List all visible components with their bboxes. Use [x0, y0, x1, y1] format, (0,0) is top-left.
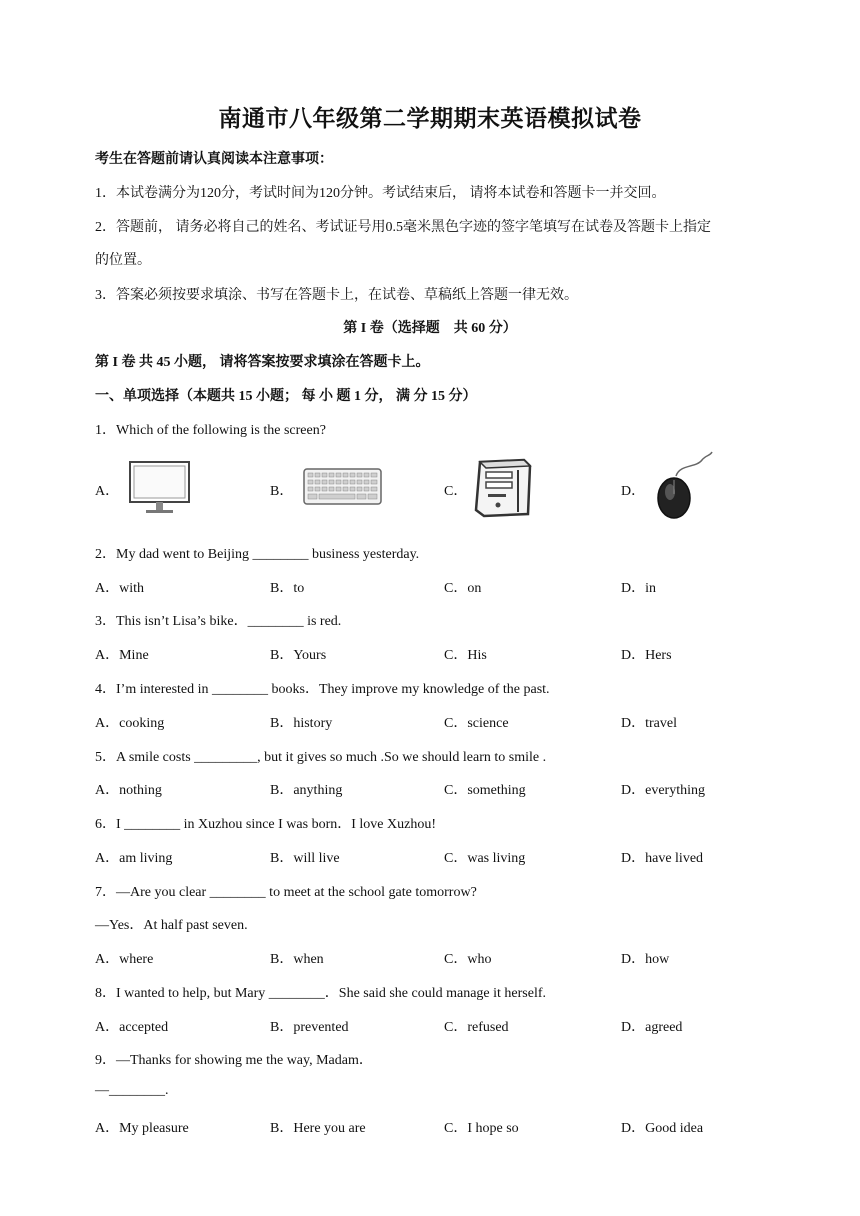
option-a: A．Mine [95, 648, 149, 663]
option-d: D．in [621, 581, 656, 596]
option-d: D．have lived [621, 851, 704, 866]
option-a: A．cooking [95, 716, 165, 731]
keyboard-icon [303, 467, 383, 507]
monitor-icon [128, 460, 192, 516]
question-stem: 9．—Thanks for showing me the way, Madam． [95, 1053, 373, 1068]
option-b: B．prevented [270, 1020, 349, 1035]
page-title: 南通市八年级第二学期期末英语模拟试卷 [218, 106, 642, 131]
section-title: 一、单项选择（本题共 15 小题； 每 小 题 1 分， 满 分 15 分） [95, 389, 477, 404]
computer-case-icon [472, 458, 534, 518]
option-a: A．where [95, 952, 154, 967]
option-b: B．to [270, 581, 305, 596]
notice-line: 2．答题前， 请务必将自己的姓名、考试证号用0.5毫米黑色字迹的签字笔填写在试卷及答题卡上指定 [95, 220, 711, 235]
option-d: D．how [621, 952, 670, 967]
option-b: B．anything [270, 783, 343, 798]
option-d: D．Hers [621, 648, 672, 663]
option-b: B．will live [270, 851, 340, 866]
option-b: B．Here you are [270, 1121, 366, 1136]
option-label: D． [621, 484, 646, 499]
option-b: B．when [270, 952, 324, 967]
option-a: A．My pleasure [95, 1121, 189, 1136]
option-a: A．accepted [95, 1020, 169, 1035]
option-c: C．science [444, 716, 509, 731]
notice-line: 1．本试卷满分为120分，考试时间为120分钟。考试结束后， 请将本试卷和答题卡一并交回。 [95, 186, 666, 201]
option-d: D．everything [621, 783, 705, 798]
notice-line: 的位置。 [95, 253, 151, 268]
mouse-icon [652, 450, 716, 522]
question-stem: 1．Which of the following is the screen? [95, 423, 326, 438]
question-stem: 2．My dad went to Beijing ________ business yesterday. [95, 547, 420, 562]
part-instruction: 第 I 卷 共 45 小题， 请将答案按要求填涂在答题卡上。 [95, 355, 430, 370]
question-stem: 6．I ________ in Xuzhou since I was born．I love Xuzhou! [95, 817, 436, 832]
option-c: C．I hope so [444, 1121, 519, 1136]
option-c: C．who [444, 952, 492, 967]
question-stem: 7．—Are you clear ________ to meet at the school gate tomorrow? [95, 885, 477, 900]
option-b: B．history [270, 716, 333, 731]
question-stem-line: —________. [95, 1083, 169, 1098]
option-d: D．travel [621, 716, 677, 731]
notice-heading: 考生在答题前请认真阅读本注意事项： [95, 152, 333, 167]
option-a: A．nothing [95, 783, 162, 798]
question-stem-line: —Yes．At half past seven. [95, 918, 248, 933]
option-a: A．am living [95, 851, 173, 866]
option-label: B． [270, 484, 294, 499]
question-stem: 3．This isn’t Lisa’s bike．________ is red. [95, 614, 342, 629]
option-b: B．Yours [270, 648, 327, 663]
question-stem: 5．A smile costs _________, but it gives so much .So we should learn to smile . [95, 750, 547, 765]
option-d: D．Good idea [621, 1121, 704, 1136]
part-title: 第 I 卷（选择题 共 60 分） [343, 321, 517, 336]
option-c: C．something [444, 783, 526, 798]
question-stem: 4．I’m interested in ________ books．They improve my knowledge of the past. [95, 682, 550, 697]
option-label: A． [95, 484, 120, 499]
option-a: A．with [95, 581, 144, 596]
option-c: C．was living [444, 851, 526, 866]
notice-line: 3．答案必须按要求填涂、书写在答题卡上，在试卷、草稿纸上答题一律无效。 [95, 288, 578, 303]
option-d: D．agreed [621, 1020, 683, 1035]
option-label: C． [444, 484, 468, 499]
question-stem: 8．I wanted to help, but Mary ________．She said she could manage it herself. [95, 986, 547, 1001]
option-c: C．His [444, 648, 487, 663]
option-c: C．on [444, 581, 482, 596]
option-c: C．refused [444, 1020, 509, 1035]
